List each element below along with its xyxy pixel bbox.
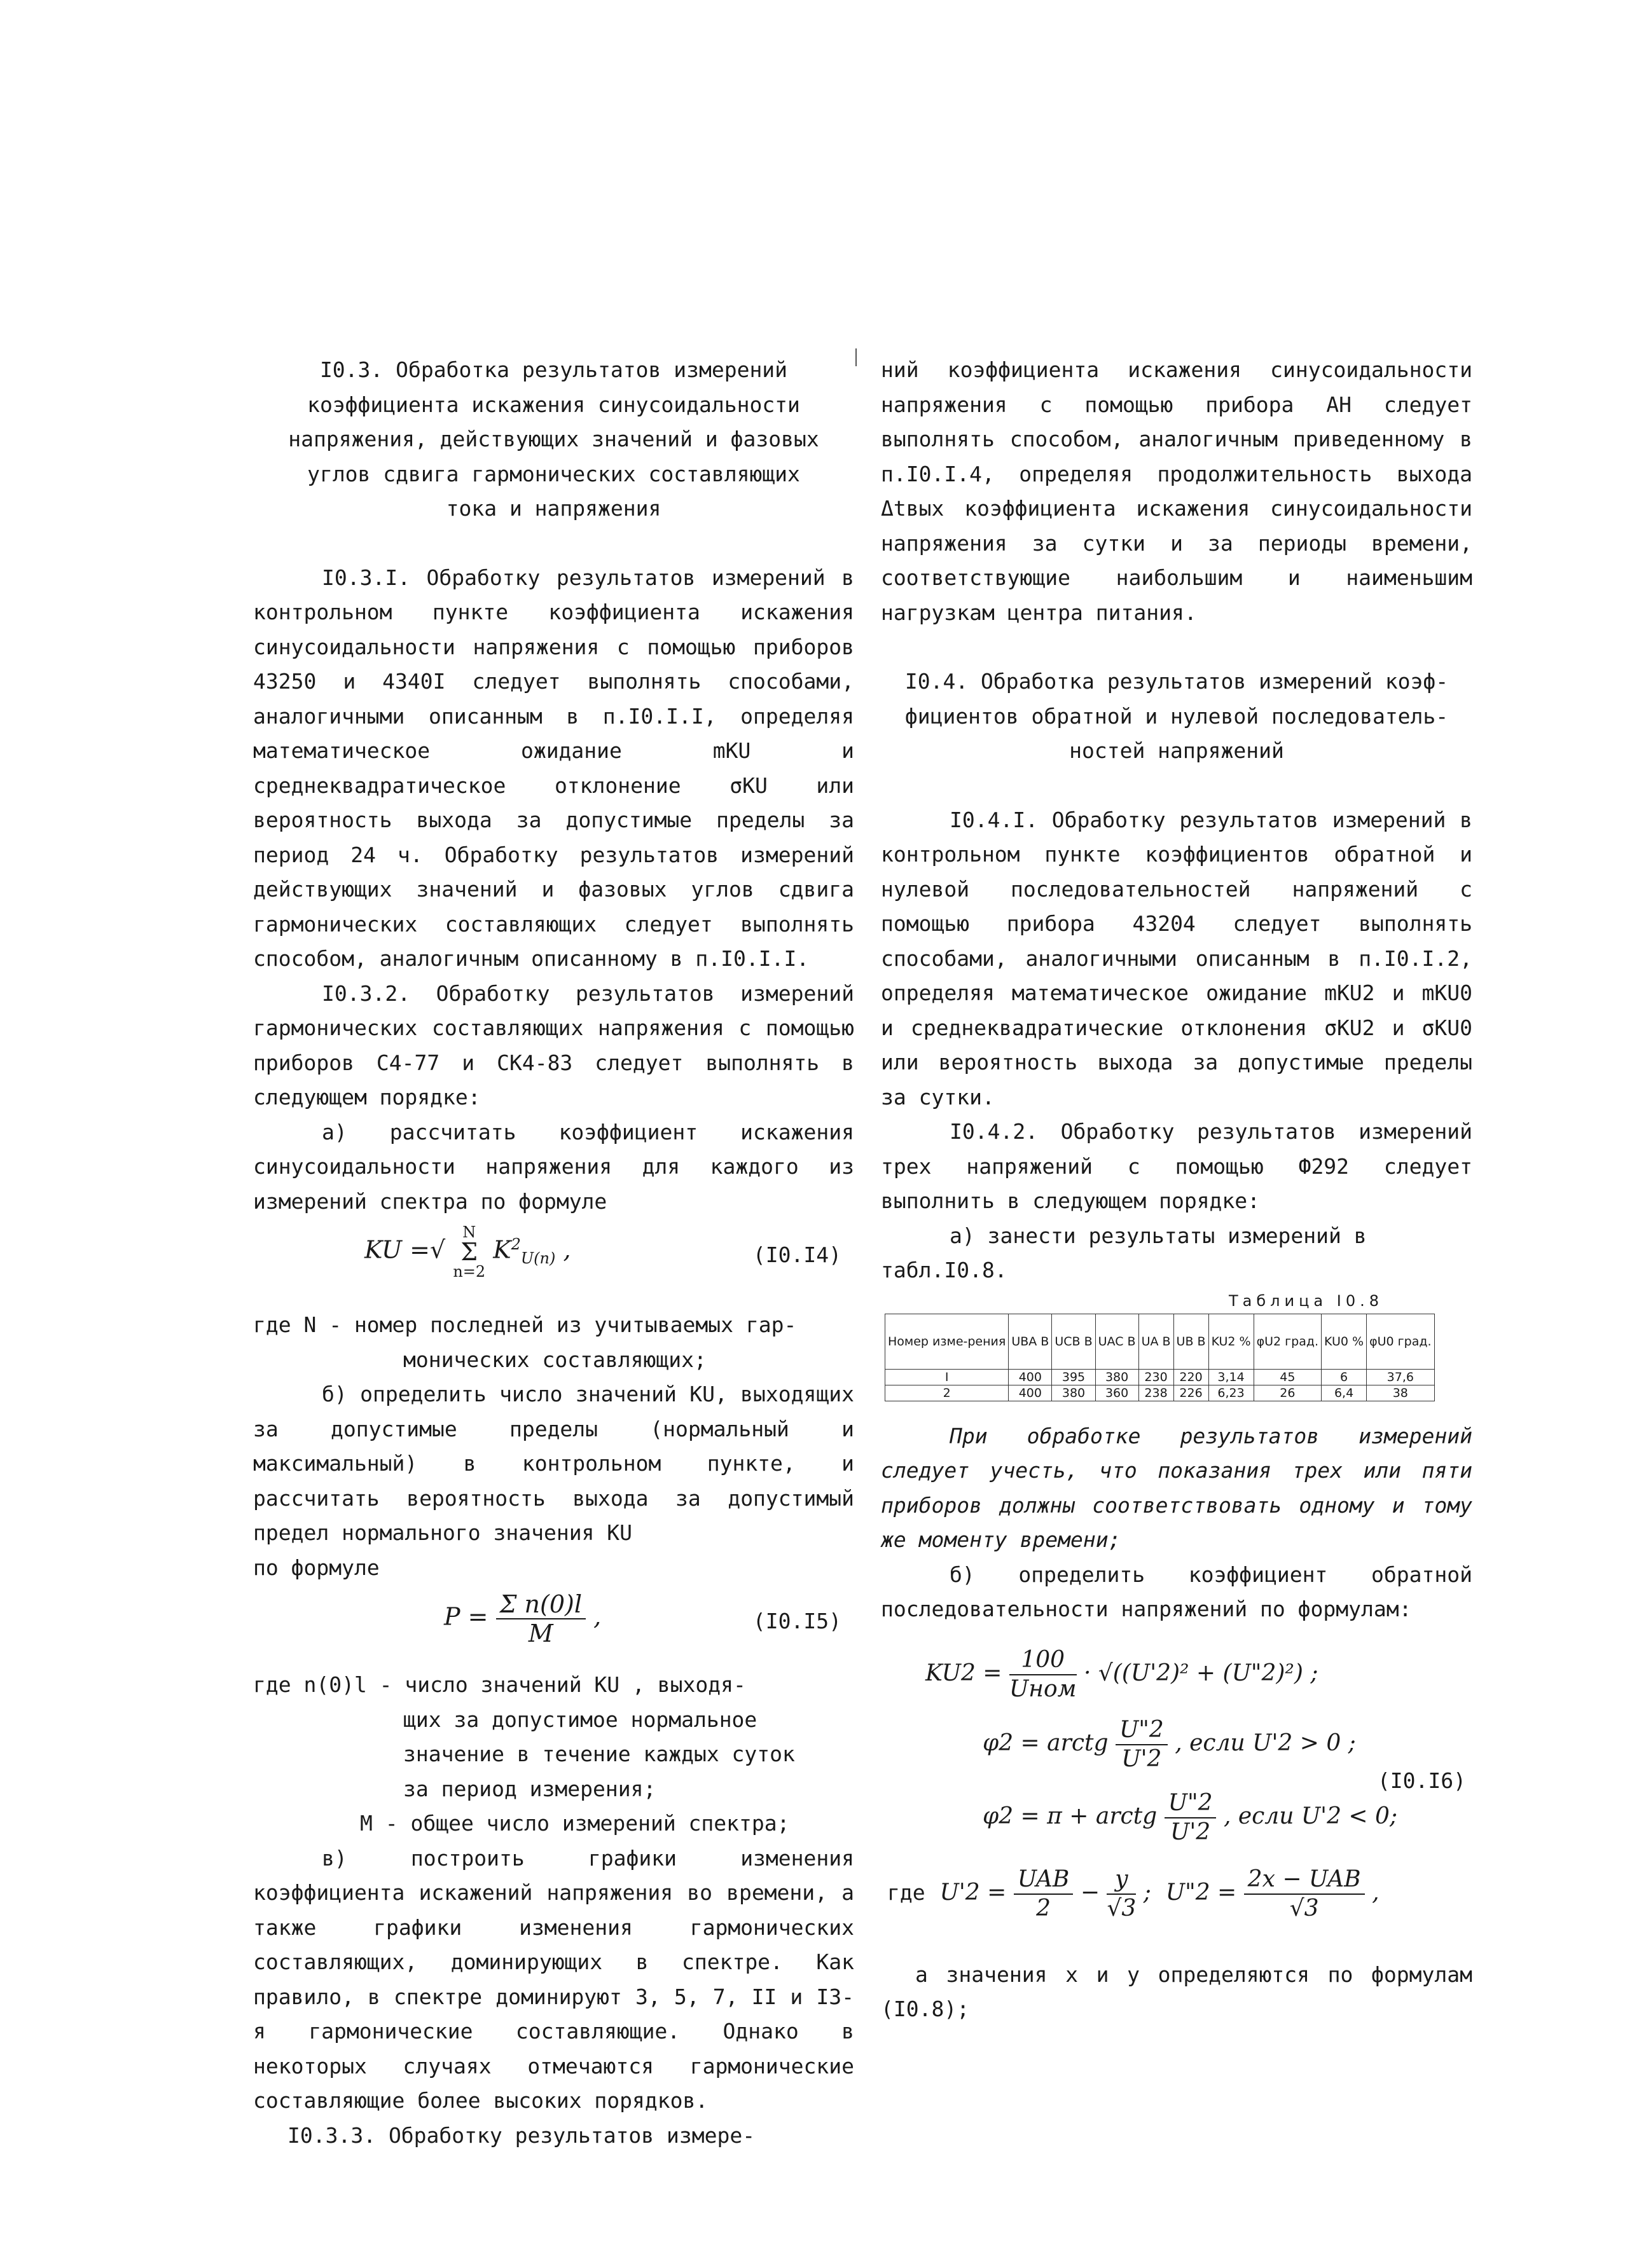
table-cell: 26: [1254, 1385, 1321, 1401]
sum-upper-limit: N: [462, 1223, 476, 1241]
formula-10-14: [253, 1219, 854, 1308]
formula-eq: =: [467, 1602, 488, 1631]
fraction-numerator: 2x − UAB: [1244, 1866, 1365, 1895]
formula-tail: ,: [563, 1235, 571, 1264]
fraction-denominator: √3: [1107, 1895, 1137, 1921]
paragraph-10-3-3: I0.3.3. Обработку результатов измере-: [287, 2122, 756, 2148]
where-line: щих за допустимое нормальное: [403, 1707, 757, 1732]
table-row: [885, 1385, 1435, 1401]
where-line: M - общее число измерений спектра;: [360, 1811, 790, 1836]
table-cell: 45: [1254, 1369, 1321, 1385]
formula-lhs: φ2 = π + arctg: [983, 1803, 1158, 1829]
table-cell: 400: [1009, 1385, 1052, 1401]
formula-separator: ;: [1143, 1879, 1151, 1906]
table-cell: 37,6: [1367, 1369, 1434, 1385]
table-cell: 230: [1138, 1369, 1173, 1385]
sum-lower-limit: n=2: [453, 1263, 486, 1281]
table-header-cell: Номер изме-рения: [885, 1314, 1009, 1369]
where-line: где N - номер последней из учитываемых гар-: [253, 1312, 797, 1337]
paragraph-a: а) рассчитать коэффициент искажения синусоидальности напряжения для каждого из измерений спектра по формуле: [253, 1119, 854, 1214]
paragraph-end: а значения x и y определяются по формулам (I0.8);: [881, 1962, 1472, 2021]
where-line: за период измерения;: [403, 1776, 656, 1801]
table-header-cell: KU0 %: [1322, 1314, 1367, 1369]
table-header-row: [885, 1314, 1435, 1369]
heading-line: I0.3. Обработка результатов измерений: [319, 357, 788, 382]
paragraph-b: б) определить коэффициент обратной последовательности напряжений по формулам:: [881, 1562, 1472, 1621]
column-divider-mark: [855, 348, 857, 366]
heading-line: коэффициента искажения синусоидальности: [307, 392, 800, 417]
table-cell: 238: [1138, 1385, 1173, 1401]
fraction-denominator: U'2: [1170, 1818, 1211, 1845]
table-cell: 360: [1095, 1385, 1138, 1401]
table-cell: 395: [1052, 1369, 1095, 1385]
section-heading-10-3: [253, 353, 854, 526]
paragraph-10-4-1: I0.4.I. Обработку результатов измерений в контрольном пункте коэффициентов обратной и нулевой последовательностей напряжений с помощью прибора 43204 следует выполнять способами, аналогичными описанным в п.I0.I.2, определяя математическое ожидание mKU2 и mKU0 и среднеквадратические отклонения σKU2 и σKU0 или вероятность выхода за допустимые пределы за сутки.: [881, 807, 1472, 1110]
table-cell: 380: [1052, 1385, 1095, 1401]
fraction-denominator: M: [528, 1619, 553, 1647]
table-header-cell: UBA B: [1009, 1314, 1052, 1369]
table-cell: 220: [1173, 1369, 1208, 1385]
formula-tail: ,: [1372, 1879, 1380, 1906]
where-label: где: [887, 1880, 925, 1905]
table-header-cell: UA B: [1138, 1314, 1173, 1369]
paragraph-10-3-1: I0.3.I. Обработку результатов измерений в контрольном пункте коэффициента искажения синусоидальности напряжения с помощью приборов 43250 и 4340I следует выполнять способами, аналогичными описанным в п.I0.I.I, определяя математическое ожидание mKU и среднеквадратическое отклонение σKU или вероятность выхода за допустимые пределы за период 24 ч. Обработку результатов измерений действующих значений и фазовых углов сдвига гармонических составляющих следует выполнять способом, аналогичным описанному в п.I0.I.I.: [253, 565, 854, 971]
formula-tail: ,: [593, 1602, 602, 1631]
note-paragraph: При обработке результатов измерений следует учесть, что показания трех или пяти приборов должны соответствовать одному и тому же моменту времени;: [881, 1423, 1472, 1552]
fraction-denominator: √3: [1289, 1895, 1319, 1921]
fraction-denominator: Uном: [1009, 1675, 1077, 1702]
paragraph-10-4-2: I0.4.2. Обработку результатов измерений трех напряжений с помощью Ф292 следует выполнить в следующем порядке:: [881, 1119, 1472, 1213]
where-line: где n(0)l - число значений KU , выходя-: [253, 1672, 746, 1697]
fraction-numerator: Σ n(0)l: [496, 1590, 586, 1619]
formula-number: (I0.I4): [752, 1242, 841, 1267]
table-cell: 6,23: [1208, 1385, 1254, 1401]
paragraph-b: б) определить число значений KU, выходящих за допустимые пределы (нормальный и максимальный) в контрольном пункте, и рассчитать вероятность выхода за допустимый предел нормального значения KU: [253, 1382, 854, 1545]
right-column: [881, 353, 1472, 2027]
heading-line: тока и напряжения: [446, 496, 661, 521]
formula-lhs: KU2: [925, 1660, 976, 1686]
table-header-cell: UAC B: [1095, 1314, 1138, 1369]
table-header-cell: φU2 град.: [1254, 1314, 1321, 1369]
section-heading-10-4: [881, 664, 1472, 769]
formula-minus: −: [1080, 1879, 1100, 1906]
sum-sign: Σ: [460, 1238, 478, 1266]
table-cell: 6: [1322, 1369, 1367, 1385]
table-header-cell: KU2 %: [1208, 1314, 1254, 1369]
formula-eq: =√: [410, 1235, 446, 1264]
formula-condition: , если U'2 < 0;: [1223, 1803, 1398, 1829]
formula-10-15: [253, 1585, 854, 1668]
formula-number: (I0.I5): [752, 1609, 841, 1633]
fraction-denominator: U'2: [1121, 1745, 1162, 1772]
table-cell: 2: [885, 1385, 1009, 1401]
table-cell: 400: [1009, 1369, 1052, 1385]
formula-root: √((U'2)² + (U"2)²): [1098, 1660, 1303, 1686]
heading-line: I0.4. Обработка результатов измерений коэф-: [904, 669, 1449, 694]
where-line: значение в течение каждых суток: [403, 1742, 795, 1766]
formula-tail: ;: [1310, 1660, 1318, 1686]
heading-line: напряжения, действующих значений и фазовых: [288, 427, 819, 451]
table-cell: 3,14: [1208, 1369, 1254, 1385]
formula-lhs: U'2 =: [939, 1879, 1007, 1906]
where-line: монических составляющих;: [403, 1347, 707, 1372]
paragraph-v: в) построить графики изменения коэффициента искажений напряжения во времени, а также графики изменения гармонических составляющих, доминирующих в спектре. Как правило, в спектре доминируют 3, 5, 7, II и I3-я гармонические составляющие. Однако в некоторых случаях отмечаются гармонические составляющие более высоких порядков.: [253, 1845, 854, 2113]
table-cell: 380: [1095, 1369, 1138, 1385]
formula-lhs: φ2 = arctg: [983, 1729, 1109, 1756]
table-row: [885, 1369, 1435, 1385]
fraction-denominator: 2: [1036, 1895, 1051, 1921]
formula-term-sub: U(n): [520, 1249, 556, 1268]
paragraph-continuation: ний коэффициента искажения синусоидальности напряжения с помощью прибора АН следует выполнять способом, аналогичным приведенному в п.I0.I.4, определяя продолжительность выхода Δtвых коэффициента искажения синусоидальности напряжения за сутки и за периоды времени, соответствующие наибольшим и наименьшим нагрузкам центра питания.: [881, 357, 1472, 625]
fraction-numerator: U"2: [1116, 1716, 1168, 1745]
table-header-cell: UCB B: [1052, 1314, 1095, 1369]
formula-10-16: KU2 = 100 Uном · √((U'2)² + (U"2)²) ; φ2 = arctg $\frac{U"2}{U'2}$ , если U'2 > 0 ; φ2 = π + arctg $\frac{U"2}{U'2}$ , если U'2 < 0; (I0.I6) где U'2 = UAB 2 − $\frac{y}{√3}$ ; U"2 = 2x − UAB √3 ,: [887, 1646, 1466, 1921]
formula-term: K: [493, 1235, 511, 1264]
formula-number: (I0.I6): [1377, 1768, 1466, 1793]
fraction-numerator: 100: [1009, 1646, 1077, 1675]
table-cell: 38: [1367, 1385, 1434, 1401]
table-header-cell: UB B: [1173, 1314, 1208, 1369]
formula-lhs: P: [444, 1602, 460, 1631]
heading-line: ностей напряжений: [1069, 738, 1284, 763]
formula-lhs: U"2 =: [1165, 1879, 1237, 1906]
paragraph-10-3-2: I0.3.2. Обработку результатов измерений гармонических составляющих напряжения с помощью приборов С4-77 и СК4-83 следует выполнять в следующем порядке:: [253, 980, 854, 1110]
paragraph-a: а) занести результаты измерений в табл.I0.8.: [881, 1223, 1367, 1282]
heading-line: фициентов обратной и нулевой последователь-: [904, 703, 1449, 729]
heading-line: углов сдвига гармонических составляющих: [307, 461, 800, 486]
table-cell: 6,4: [1322, 1385, 1367, 1401]
table-cell: I: [885, 1369, 1009, 1385]
fraction-numerator: U"2: [1165, 1789, 1217, 1818]
table-caption: Таблица I0.8: [1228, 1291, 1383, 1310]
table-10-8: [885, 1314, 1435, 1401]
table-header-cell: φU0 град.: [1367, 1314, 1434, 1369]
fraction-numerator: UAB: [1014, 1866, 1074, 1895]
left-column: [253, 353, 854, 2153]
formula-lhs: KU: [364, 1235, 403, 1264]
formula-term-sup: 2: [511, 1235, 521, 1253]
table-cell: 226: [1173, 1385, 1208, 1401]
paragraph-b-tail: по формуле: [253, 1555, 380, 1580]
fraction-numerator: y: [1107, 1866, 1136, 1895]
formula-condition: , если U'2 > 0 ;: [1175, 1729, 1356, 1756]
